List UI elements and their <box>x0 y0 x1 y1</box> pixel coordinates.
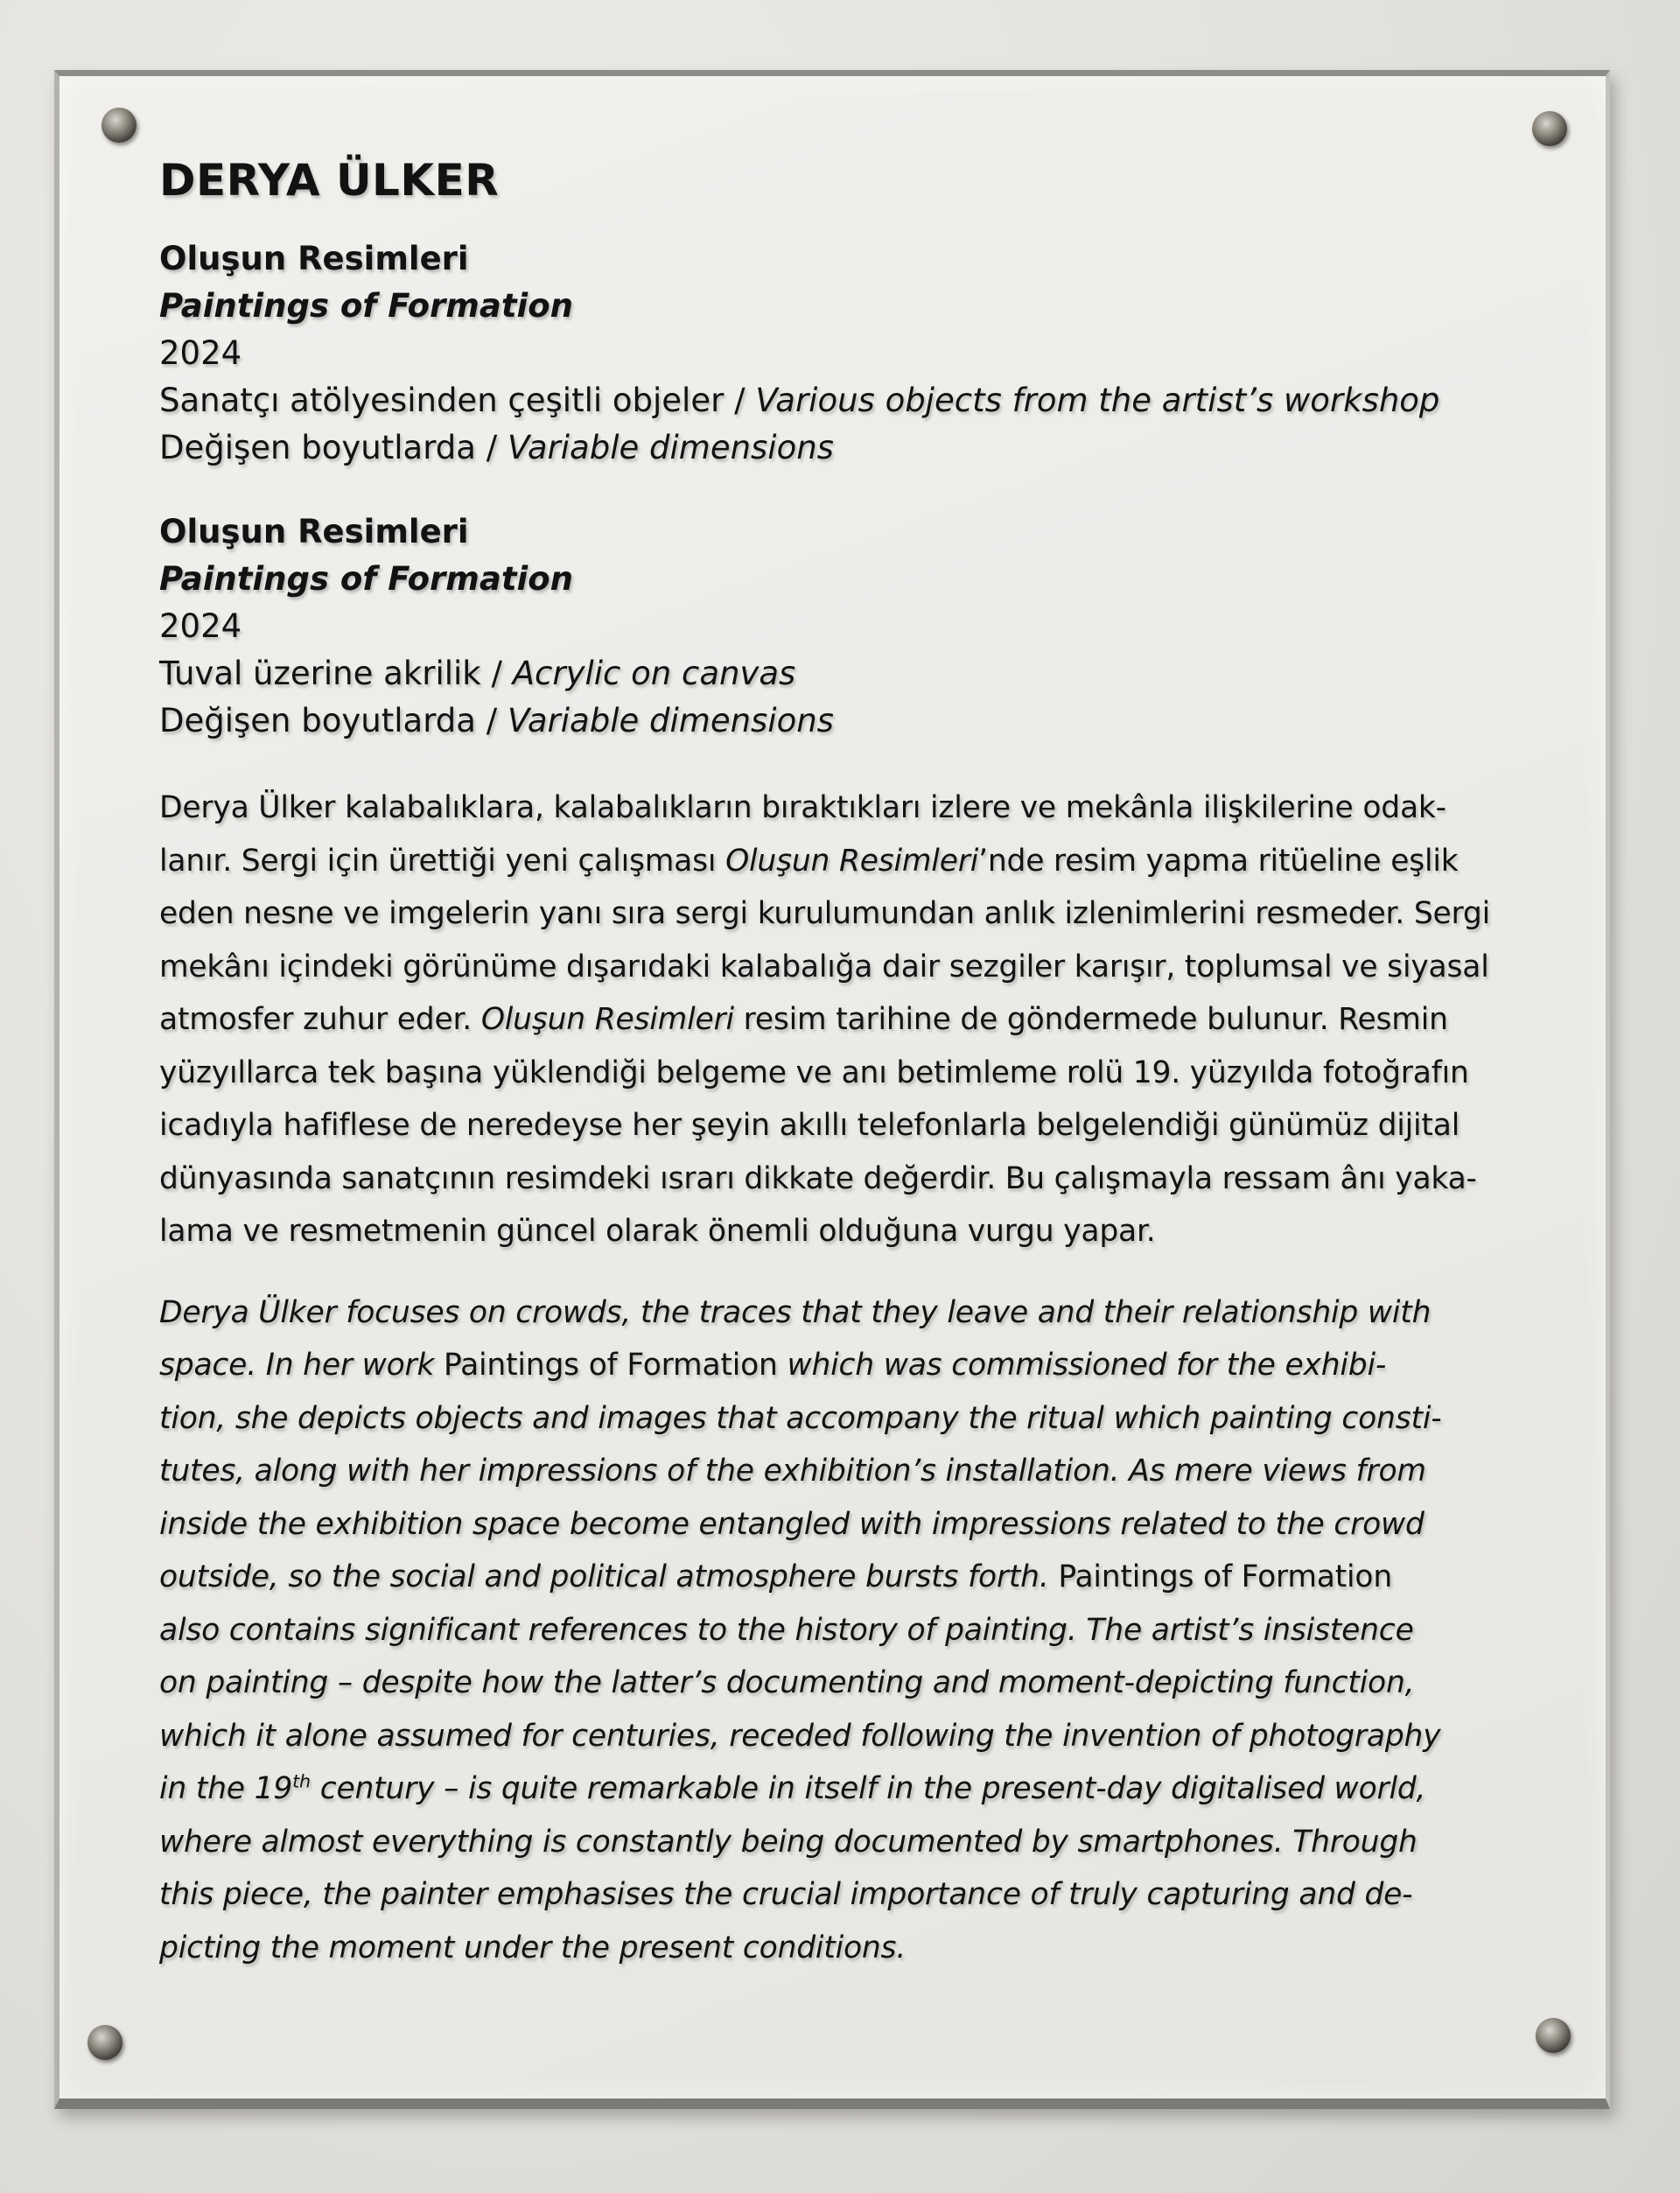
description-turkish: Derya Ülker kalabalıklara, kalabalıkların bıraktıkları izlere ve mekânla ilişkilerine odak- lanır. Sergi için ürettiği yeni çalışması Oluşun Resimleri’nde resim yapma ritüeline eşlik eden nesne ve imgelerin yanı sıra sergi kurulumundan anlık izlenimlerini resmeder. Sergi mekânı içindeki görünüme dışarıdaki kalabalığa dair sezgiler karışır, toplumsal ve siyasal atmosfer zuhur eder. Oluşun Resimleri resim tarihine de göndermede bulunur. Resmin yüzyıllarca tek başına yüklendiği belgeme ve anı betimleme rolü 19. yüzyılda fotoğrafın icadıyla hafiflese de neredeyse her şeyin akıllı telefonlarla belgelendiği günümüz dijital dünyasında sanatçının resimdeki ısrarı dikkate değerdir. Bu çalışmayla ressam ânı yaka- lama ve resmetmenin güncel olarak önemli olduğuna vurgu yapar. <box>159 790 1491 1249</box>
screw-bottom-right-icon <box>1536 2018 1571 2053</box>
work-year: 2024 <box>159 334 242 372</box>
work-year: 2024 <box>159 607 242 645</box>
work-dimensions: Değişen boyutlarda / Variable dimensions <box>159 429 834 466</box>
label-content <box>159 155 1549 2002</box>
work-medium: Sanatçı atölyesinden çeşitli objeler / Various objects from the artist’s workshop <box>159 382 1440 419</box>
work-title-english: Paintings of Formation <box>159 287 573 325</box>
wall-label-plaque <box>54 70 1610 2109</box>
artwork-entry-2 <box>159 508 1549 745</box>
work-medium: Tuval üzerine akrilik / Acrylic on canvas <box>159 655 796 692</box>
description-english: Derya Ülker focuses on crowds, the traces that they leave and their relationship with space. In her work Paintings of Formation which was commissioned for the exhibi- tion, she depicts objects and images that accompany the ritual which painting consti- tutes, along with her impressions of the exhibition’s installation. As mere views from inside the exhibition space become entangled with impressions related to the crowd outside, so the social and political atmosphere bursts forth. Paintings of Formation also contains significant references to the history of painting. The artist’s insistence on painting – despite how the latter’s documenting and moment-depicting function, which it alone assumed for centuries, receded following the invention of photography in the 19th century – is quite remarkable in itself in the present-day digitalised world, where almost everything is constantly being documented by smartphones. Through this piece, the painter emphasises the crucial importance of truly capturing and de- picting the moment under the present conditions. <box>159 1294 1442 1965</box>
work-title-english: Paintings of Formation <box>159 560 573 598</box>
screw-bottom-left-icon <box>88 2025 122 2060</box>
screw-top-left-icon <box>102 108 136 143</box>
artwork-entry-1 <box>159 235 1549 472</box>
screw-top-right-icon <box>1532 111 1567 146</box>
artist-name: DERYA ÜLKER <box>159 155 500 206</box>
work-dimensions: Değişen boyutlarda / Variable dimensions <box>159 702 834 739</box>
work-title-turkish: Oluşun Resimleri <box>159 513 469 550</box>
work-title-turkish: Oluşun Resimleri <box>159 240 469 277</box>
